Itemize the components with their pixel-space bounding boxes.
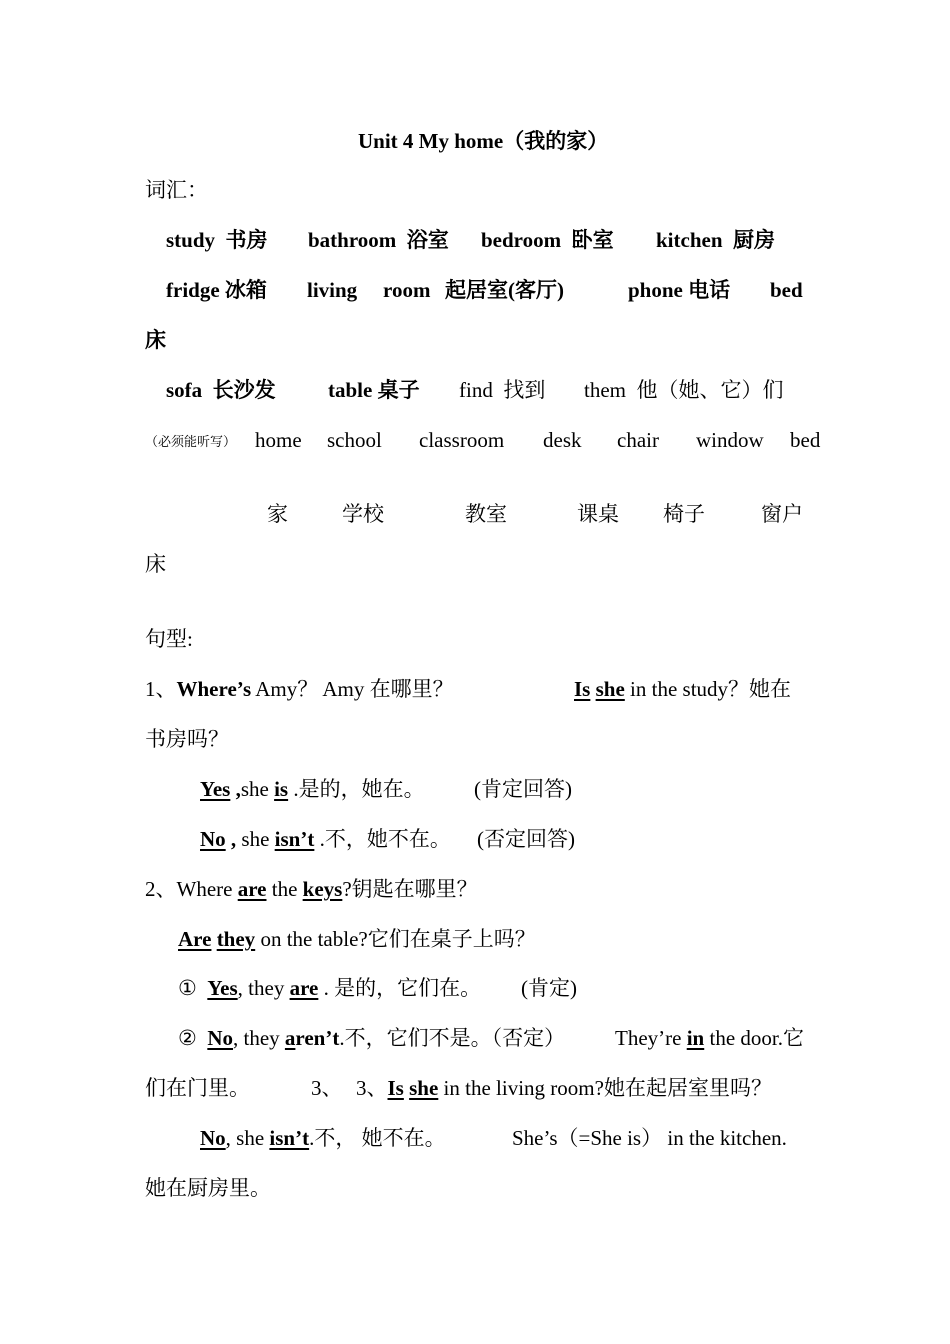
vocab-word-kitchen (656, 226, 775, 254)
sentence-text: , she (225, 1126, 270, 1150)
keyword: Yes (200, 777, 231, 801)
vocab-zh: 长沙发 (212, 378, 276, 402)
must-write-note: （必须能听写） (145, 434, 237, 449)
keyword: they (216, 927, 256, 951)
must-write-zh: 课桌 (577, 502, 619, 526)
sentence-2-question (145, 875, 478, 903)
vocab-zh: 找到 (503, 378, 546, 402)
vocab-word-room: room (383, 278, 431, 302)
vocab-zh: 他（她、它）们 (636, 378, 784, 402)
sentence-text: Where (176, 877, 238, 901)
vocab-en: bedroom (481, 228, 562, 252)
vocab-word-bathroom (308, 226, 449, 254)
keyword: Are (178, 927, 212, 951)
keyword: are (237, 877, 267, 901)
sentence-2-yes-note: (肯定) (521, 976, 577, 1000)
vocab-word-living: living (307, 278, 358, 302)
sentence-1-yes (200, 775, 425, 803)
sentences-heading: 句型: (145, 627, 193, 651)
sentence-3-location-cont: 她在厨房里。 (145, 1176, 271, 1200)
sentence-3-number: 3、 (311, 1076, 343, 1100)
sentence-3-location: She’s（=She is） in the kitchen. (512, 1126, 787, 1150)
sentence-text: , they (237, 976, 290, 1000)
sentence-2-no (178, 1024, 565, 1052)
sentence-1-question-2-cont: 书房吗？ (145, 727, 229, 751)
sentence-3-question (356, 1074, 772, 1102)
sentence-text: the (266, 877, 303, 901)
sentence-1-yes-note: (肯定回答) (474, 777, 572, 801)
vocab-en: find (459, 378, 493, 402)
vocab-zh: 厨房 (733, 228, 776, 252)
sentence-3-no (200, 1124, 446, 1152)
must-write-zh: 椅子 (663, 502, 705, 526)
sentence-text: on the table?它们在桌子上吗？ (255, 927, 536, 951)
keyword: is (274, 777, 289, 801)
keyword: isn’t (269, 1126, 310, 1150)
vocab-zh-bed: 床 (145, 328, 166, 352)
sentence-text: she (240, 777, 275, 801)
must-write-zh: 学校 (342, 502, 384, 526)
sentence-text: , they (233, 1026, 285, 1050)
keyword: in (686, 1026, 705, 1050)
keyword: isn’t (274, 827, 315, 851)
vocab-zh: 桌子 (377, 378, 420, 402)
sentence-text: .不，它们不是。（否定） (339, 1026, 566, 1050)
sentence-text: in the living room?她在起居室里吗？ (438, 1076, 772, 1100)
keyword: are (289, 976, 319, 1000)
circled-number: ② (178, 1026, 197, 1050)
must-write-zh: 床 (145, 552, 166, 576)
keyword: ren’t (295, 1026, 340, 1050)
sentence-text: ?钥匙在哪里？ (342, 877, 478, 901)
vocab-en: them (584, 378, 626, 402)
sentence-text: the door.它 (704, 1026, 804, 1050)
vocab-en: sofa (166, 378, 203, 402)
vocab-word-sofa (166, 376, 276, 404)
keyword: a (284, 1026, 296, 1050)
sentence-1-no (200, 825, 451, 853)
keyword: Is (387, 1076, 404, 1100)
sentence-2-question-2 (178, 925, 536, 953)
vocab-word-them (584, 376, 784, 404)
vocab-heading: 词汇： (145, 178, 208, 202)
sentence-1-question (145, 675, 454, 703)
vocab-en: bathroom (308, 228, 397, 252)
sentence-1-question-2 (574, 675, 791, 703)
list-number: 1、 (145, 677, 177, 701)
sentence-text: .是的，她在。 (288, 777, 425, 801)
page-title: Unit 4 My home（我的家） (358, 129, 609, 153)
sentence-1-no-note: (否定回答) (477, 827, 575, 851)
punct: , (230, 777, 241, 801)
sentence-text: in the study？她在 (624, 677, 792, 701)
keyword: Yes (207, 976, 238, 1000)
vocab-word-table (328, 376, 420, 404)
sentence-2-yes (178, 974, 481, 1002)
keyword: Where’s (176, 677, 252, 701)
keyword: No (200, 1126, 226, 1150)
must-write-word: chair (617, 428, 659, 452)
list-number: 3、 (356, 1076, 388, 1100)
vocab-zh: 书房 (225, 228, 268, 252)
vocab-word-bedroom (481, 226, 614, 254)
must-write-word: desk (543, 428, 582, 452)
vocab-en: study (166, 228, 216, 252)
vocab-word-bed: bed (770, 278, 803, 302)
keyword: No (200, 827, 226, 851)
keyword: Is (574, 677, 591, 701)
vocab-zh-living-room: 起居室(客厅) (445, 278, 564, 302)
sentence-text: she (236, 827, 275, 851)
sentence-text: .不， 她不在。 (309, 1126, 446, 1150)
must-write-zh: 窗户 (761, 502, 803, 526)
sentence-text: .不，她不在。 (314, 827, 451, 851)
circled-number: ① (178, 976, 197, 1000)
vocab-word-fridge: fridge 冰箱 (166, 278, 267, 302)
vocab-word-study (166, 226, 268, 254)
keyword: she (409, 1076, 439, 1100)
sentence-text: Amy？ Amy 在哪里？ (255, 677, 454, 701)
must-write-word: bed (790, 428, 821, 452)
must-write-word: home (255, 428, 302, 452)
keyword: keys (302, 877, 343, 901)
keyword: No (207, 1026, 233, 1050)
must-write-zh: 家 (267, 502, 288, 526)
must-write-word: window (696, 428, 764, 452)
vocab-en: table (328, 378, 373, 402)
must-write-word: school (327, 428, 382, 452)
sentence-text: They’re (615, 1026, 687, 1050)
sentence-text: . 是的，它们在。 (318, 976, 482, 1000)
vocab-en: kitchen (656, 228, 723, 252)
list-number: 2、 (145, 877, 177, 901)
vocab-zh: 浴室 (406, 228, 449, 252)
vocab-zh: 卧室 (571, 228, 614, 252)
vocab-word-find (459, 376, 545, 404)
must-write-zh: 教室 (465, 502, 507, 526)
sentence-2-location (615, 1024, 804, 1052)
vocab-word-phone: phone 电话 (628, 278, 731, 302)
must-write-word: classroom (419, 428, 505, 452)
keyword: she (595, 677, 625, 701)
sentence-2-location-cont: 们在门里。 (145, 1076, 250, 1100)
punct: , (225, 827, 237, 851)
